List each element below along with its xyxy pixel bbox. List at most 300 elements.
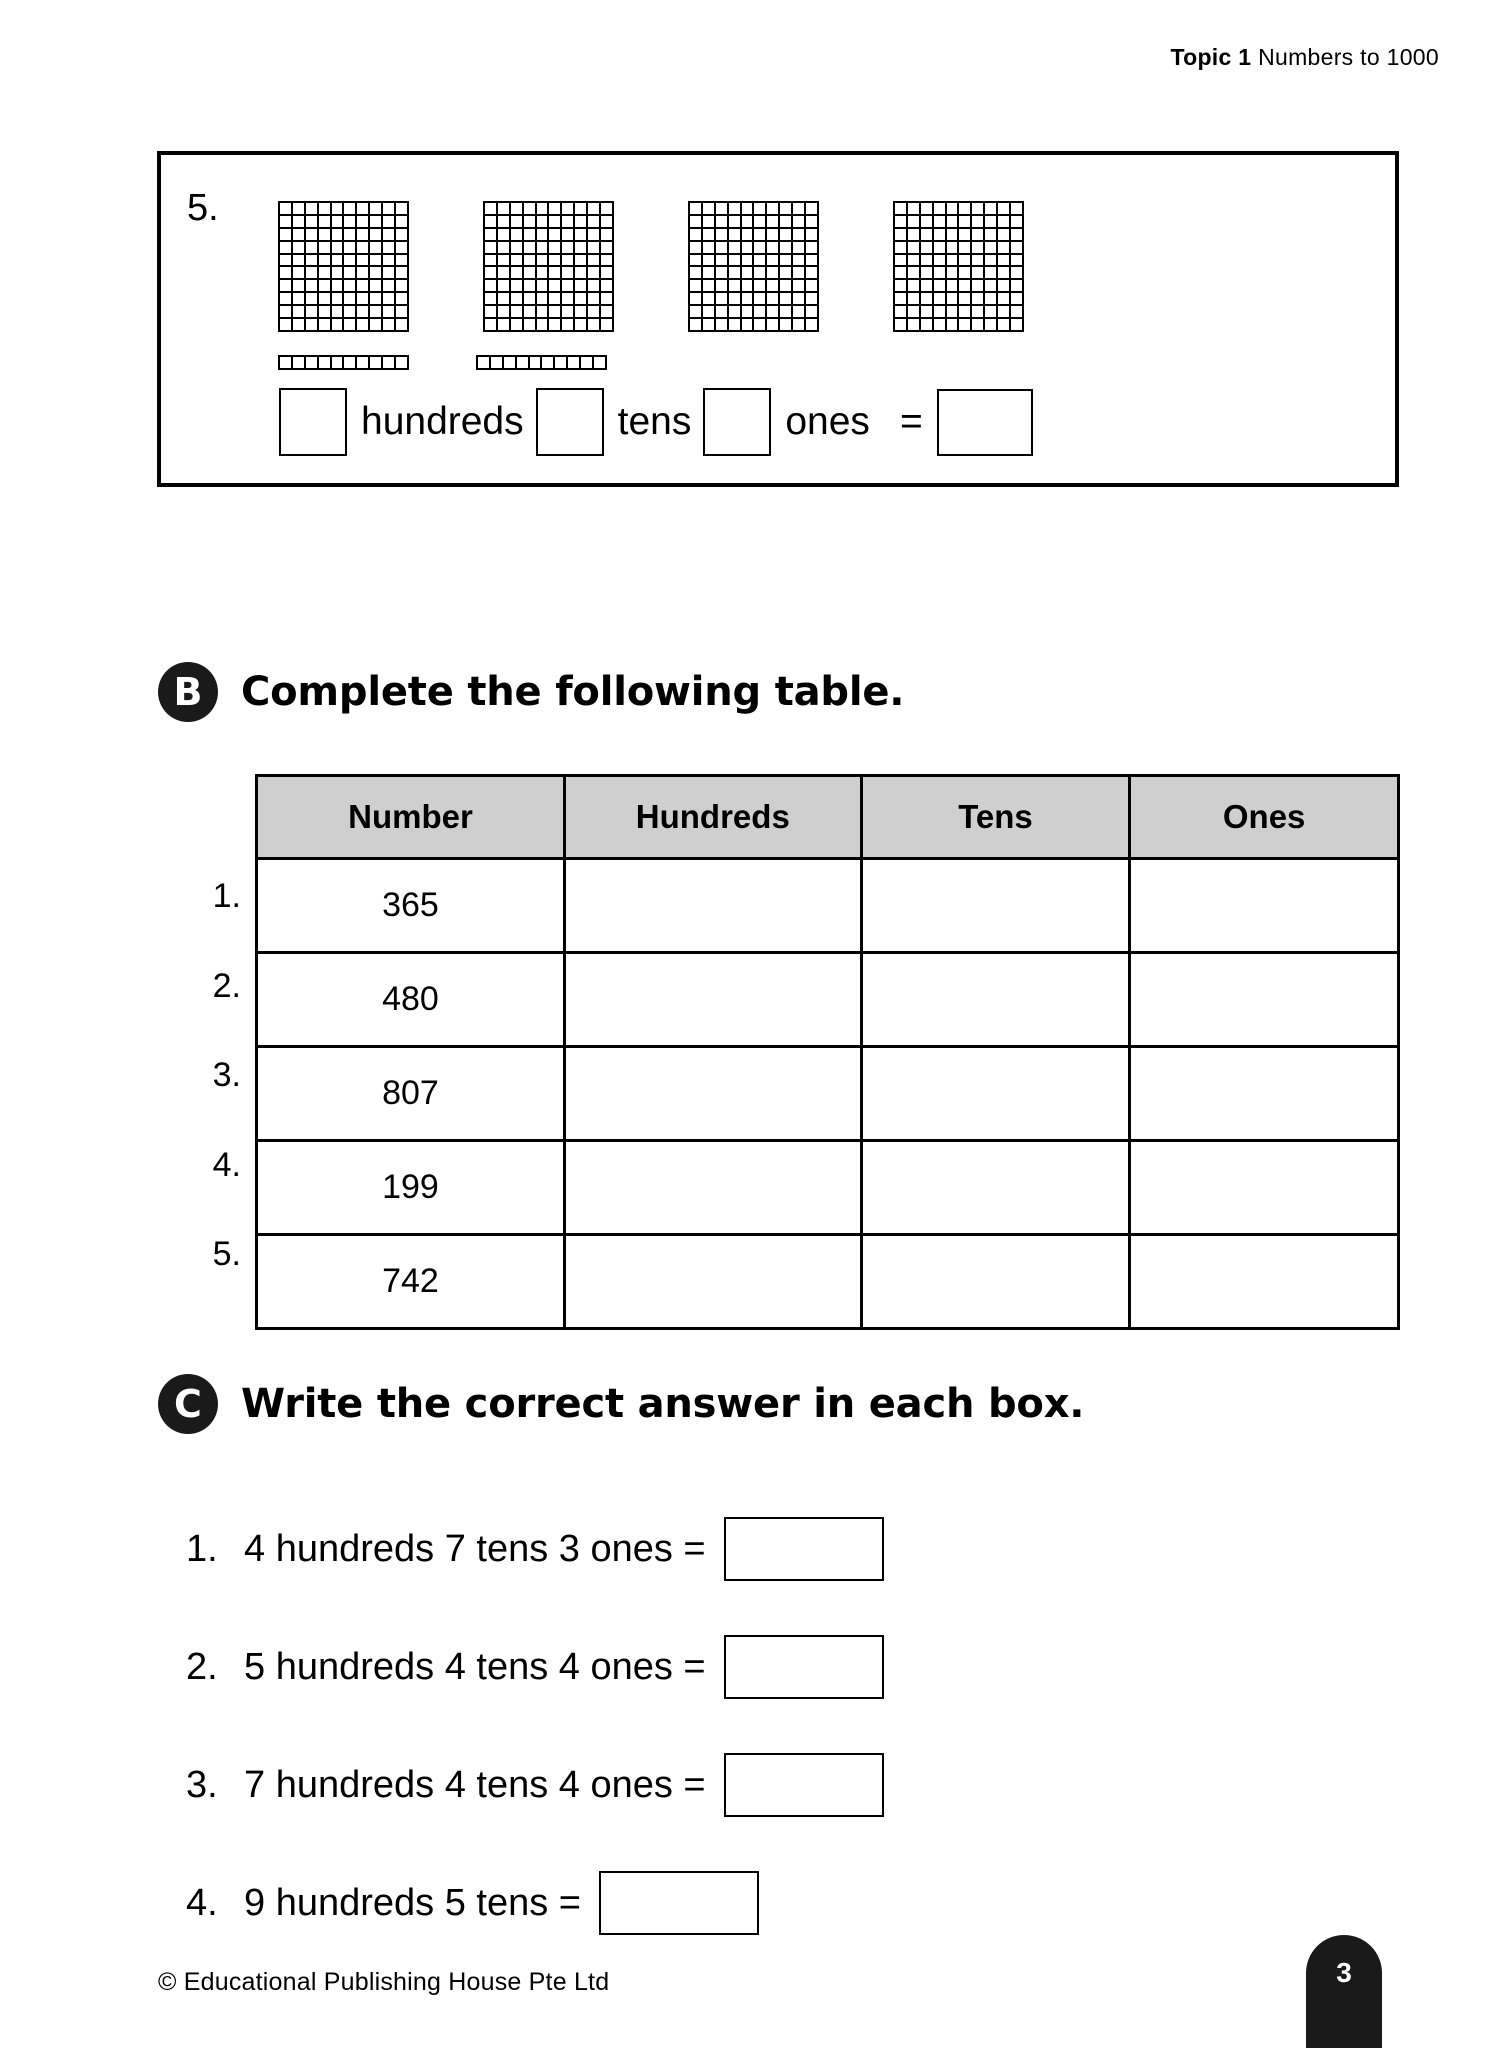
flat-cell	[703, 255, 716, 268]
flat-cell	[703, 293, 716, 306]
flat-cell	[908, 293, 921, 306]
flat-cell	[485, 242, 498, 255]
rod-cell	[344, 357, 357, 370]
flat-cell	[793, 306, 806, 319]
flat-cell	[729, 216, 742, 229]
flat-cell	[344, 319, 357, 332]
flat-cell	[921, 229, 934, 242]
flat-cell	[498, 242, 511, 255]
flat-cell	[934, 242, 947, 255]
flat-cell	[332, 319, 345, 332]
flat-cell	[396, 267, 409, 280]
flat-cell	[601, 319, 614, 332]
flat-cell	[754, 216, 767, 229]
flat-cell	[485, 229, 498, 242]
flat-cell	[537, 216, 550, 229]
flat-cell	[998, 306, 1011, 319]
flat-cell	[806, 293, 819, 306]
flat-cell	[306, 216, 319, 229]
flat-cell	[293, 203, 306, 216]
flat-cell	[780, 267, 793, 280]
flat-cell	[1011, 280, 1024, 293]
question-item	[186, 1608, 1286, 1726]
flat-cell	[1011, 293, 1024, 306]
flat-cell	[1011, 242, 1024, 255]
flat-cell	[959, 306, 972, 319]
flat-cell	[537, 293, 550, 306]
flat-cell	[959, 319, 972, 332]
flat-cell	[806, 216, 819, 229]
flat-cell	[959, 280, 972, 293]
flat-cell	[549, 255, 562, 268]
flat-cell	[344, 242, 357, 255]
flat-cell	[280, 306, 293, 319]
flat-cell	[485, 255, 498, 268]
flat-cell	[511, 255, 524, 268]
answer-box[interactable]	[599, 1871, 759, 1935]
flat-cell	[524, 306, 537, 319]
row-index: 4.	[212, 1145, 241, 1184]
flat-cell	[383, 280, 396, 293]
ones-input-box[interactable]	[703, 388, 771, 456]
flat-cell	[549, 267, 562, 280]
flat-cell	[780, 203, 793, 216]
flat-cell	[562, 242, 575, 255]
flat-cell	[985, 229, 998, 242]
cell-hundreds-input[interactable]	[564, 1047, 861, 1141]
cell-ones-input[interactable]	[1130, 1047, 1399, 1141]
flat-cell	[588, 319, 601, 332]
flat-cell	[1011, 306, 1024, 319]
flat-cell	[485, 293, 498, 306]
column-header-tens: Tens	[861, 776, 1130, 859]
flat-cell	[908, 242, 921, 255]
page-header	[1170, 44, 1439, 71]
rod-cell	[357, 357, 370, 370]
flat-cell	[895, 242, 908, 255]
flat-cell	[972, 267, 985, 280]
flat-cell	[934, 306, 947, 319]
flat-cell	[332, 242, 345, 255]
question-5-index: 5.	[187, 187, 219, 229]
flat-cell	[972, 306, 985, 319]
cell-tens-input[interactable]	[861, 859, 1130, 953]
flat-cell	[280, 319, 293, 332]
flat-cell	[370, 280, 383, 293]
flat-cell	[742, 203, 755, 216]
flat-cell	[280, 242, 293, 255]
flat-cell	[703, 267, 716, 280]
flat-cell	[319, 203, 332, 216]
column-header-number: Number	[257, 776, 565, 859]
flat-cell	[959, 267, 972, 280]
hundreds-flat	[688, 201, 819, 332]
flat-cell	[908, 280, 921, 293]
flat-cell	[383, 203, 396, 216]
flat-cell	[947, 280, 960, 293]
flat-cell	[716, 306, 729, 319]
flat-cell	[1011, 267, 1024, 280]
flat-cell	[370, 267, 383, 280]
flat-cell	[485, 203, 498, 216]
flat-cell	[575, 293, 588, 306]
flat-cell	[767, 242, 780, 255]
flat-cell	[293, 293, 306, 306]
flat-cell	[985, 242, 998, 255]
flat-cell	[729, 242, 742, 255]
cell-number: 742	[257, 1235, 565, 1329]
topic-title: Numbers to 1000	[1258, 44, 1439, 70]
flat-cell	[601, 306, 614, 319]
flat-cell	[293, 319, 306, 332]
flat-cell	[524, 229, 537, 242]
flat-cell	[319, 255, 332, 268]
flat-cell	[921, 216, 934, 229]
flat-cell	[319, 319, 332, 332]
cell-ones-input[interactable]	[1130, 953, 1399, 1047]
row-index: 5.	[212, 1235, 241, 1274]
flat-cell	[562, 306, 575, 319]
flat-cell	[947, 242, 960, 255]
flat-cell	[947, 306, 960, 319]
flat-cell	[575, 203, 588, 216]
flat-cell	[383, 216, 396, 229]
flat-cell	[485, 267, 498, 280]
flat-cell	[921, 242, 934, 255]
cell-tens-input[interactable]	[861, 1235, 1130, 1329]
flat-cell	[703, 216, 716, 229]
answer-box[interactable]	[724, 1635, 884, 1699]
flat-cell	[575, 242, 588, 255]
flat-cell	[549, 306, 562, 319]
flat-cell	[716, 242, 729, 255]
flat-cell	[357, 203, 370, 216]
flat-cell	[780, 255, 793, 268]
total-answer-box[interactable]	[937, 389, 1033, 456]
cell-ones-input[interactable]	[1130, 1141, 1399, 1235]
flat-cell	[549, 242, 562, 255]
flat-cell	[562, 229, 575, 242]
flat-cell	[549, 280, 562, 293]
flat-cell	[332, 280, 345, 293]
rod-cell	[504, 357, 517, 370]
hundreds-input-box[interactable]	[279, 388, 347, 456]
flat-cell	[729, 267, 742, 280]
flat-cell	[601, 203, 614, 216]
flat-cell	[332, 255, 345, 268]
flat-cell	[806, 203, 819, 216]
flat-cell	[972, 229, 985, 242]
flat-cell	[754, 203, 767, 216]
flat-cell	[754, 267, 767, 280]
question-index: 2.	[186, 1645, 218, 1688]
flat-cell	[742, 293, 755, 306]
tens-input-box[interactable]	[536, 388, 604, 456]
flat-cell	[908, 319, 921, 332]
flat-cell	[806, 267, 819, 280]
flat-cell	[280, 280, 293, 293]
question-index: 3.	[186, 1763, 218, 1806]
flat-cell	[575, 267, 588, 280]
flat-cell	[601, 255, 614, 268]
rod-cell	[396, 357, 409, 370]
place-value-table-wrapper	[255, 774, 1400, 1330]
flat-cell	[344, 216, 357, 229]
flat-cell	[921, 319, 934, 332]
flat-cell	[793, 229, 806, 242]
flat-cell	[780, 216, 793, 229]
question-text: 7 hundreds 4 tens 4 ones =	[244, 1763, 706, 1806]
flat-cell	[908, 306, 921, 319]
flat-cell	[780, 319, 793, 332]
flat-cell	[293, 216, 306, 229]
flat-cell	[549, 203, 562, 216]
question-item	[186, 1726, 1286, 1844]
flat-cell	[588, 255, 601, 268]
cell-hundreds-input[interactable]	[564, 1141, 861, 1235]
flat-cell	[498, 306, 511, 319]
flat-cell	[370, 293, 383, 306]
flat-cell	[1011, 229, 1024, 242]
flat-cell	[396, 203, 409, 216]
flat-cell	[396, 280, 409, 293]
flat-cell	[947, 216, 960, 229]
flat-cell	[742, 216, 755, 229]
flat-cell	[549, 319, 562, 332]
flat-cell	[357, 216, 370, 229]
flat-cell	[549, 293, 562, 306]
flat-cell	[729, 293, 742, 306]
rod-cell	[517, 357, 530, 370]
flat-cell	[537, 319, 550, 332]
flat-cell	[511, 319, 524, 332]
flat-cell	[716, 229, 729, 242]
flat-cell	[319, 229, 332, 242]
flat-cell	[1011, 203, 1024, 216]
flat-cell	[280, 203, 293, 216]
cell-hundreds-input[interactable]	[564, 1235, 861, 1329]
flat-cell	[972, 242, 985, 255]
flat-cell	[498, 267, 511, 280]
flat-cell	[293, 280, 306, 293]
flat-cell	[357, 319, 370, 332]
rod-cell	[530, 357, 543, 370]
flat-cell	[921, 293, 934, 306]
flat-cell	[690, 255, 703, 268]
flat-cell	[370, 255, 383, 268]
flat-cell	[716, 293, 729, 306]
tens-rods-row	[278, 355, 607, 370]
row-index: 1.	[212, 877, 241, 916]
flat-cell	[895, 293, 908, 306]
flat-cell	[947, 267, 960, 280]
flat-cell	[793, 267, 806, 280]
tens-rod	[476, 355, 607, 370]
flat-cell	[562, 267, 575, 280]
rod-cell	[555, 357, 568, 370]
flat-cell	[549, 216, 562, 229]
rod-cell	[293, 357, 306, 370]
rod-cell	[491, 357, 504, 370]
flat-cell	[383, 267, 396, 280]
flat-cell	[562, 293, 575, 306]
flat-cell	[293, 306, 306, 319]
flat-cell	[998, 229, 1011, 242]
flat-cell	[332, 229, 345, 242]
hundreds-flat	[483, 201, 614, 332]
flat-cell	[972, 255, 985, 268]
flat-cell	[562, 319, 575, 332]
cell-number: 807	[257, 1047, 565, 1141]
flat-cell	[972, 319, 985, 332]
flat-cell	[396, 255, 409, 268]
question-item	[186, 1844, 1286, 1962]
answer-box[interactable]	[724, 1517, 884, 1581]
flat-cell	[998, 267, 1011, 280]
flat-cell	[754, 255, 767, 268]
flat-cell	[690, 319, 703, 332]
flat-cell	[524, 203, 537, 216]
flat-cell	[934, 293, 947, 306]
flat-cell	[742, 319, 755, 332]
flat-cell	[998, 319, 1011, 332]
flat-cell	[703, 280, 716, 293]
flat-cell	[998, 242, 1011, 255]
flat-cell	[357, 255, 370, 268]
flat-cell	[934, 255, 947, 268]
flat-cell	[357, 306, 370, 319]
cell-tens-input[interactable]	[861, 953, 1130, 1047]
flat-cell	[703, 242, 716, 255]
flat-cell	[498, 280, 511, 293]
flat-cell	[537, 229, 550, 242]
flat-cell	[729, 280, 742, 293]
flat-cell	[344, 203, 357, 216]
flat-cell	[947, 293, 960, 306]
flat-cell	[306, 255, 319, 268]
flat-cell	[754, 280, 767, 293]
flat-cell	[588, 293, 601, 306]
flat-cell	[601, 229, 614, 242]
flat-cell	[485, 216, 498, 229]
flat-cell	[690, 306, 703, 319]
flat-cell	[754, 242, 767, 255]
flat-cell	[921, 306, 934, 319]
flat-cell	[742, 280, 755, 293]
flat-cell	[934, 229, 947, 242]
cell-hundreds-input[interactable]	[564, 859, 861, 953]
flat-cell	[959, 293, 972, 306]
table-header-row	[257, 776, 1399, 859]
cell-tens-input[interactable]	[861, 1047, 1130, 1141]
flat-cell	[524, 280, 537, 293]
flat-cell	[511, 280, 524, 293]
cell-ones-input[interactable]	[1130, 859, 1399, 953]
flat-cell	[690, 203, 703, 216]
hundreds-flat	[278, 201, 409, 332]
flat-cell	[537, 306, 550, 319]
flat-cell	[588, 229, 601, 242]
flat-cell	[383, 229, 396, 242]
flat-cell	[703, 306, 716, 319]
flat-cell	[511, 203, 524, 216]
question-text: 9 hundreds 5 tens =	[244, 1881, 581, 1924]
section-c-badge: C	[158, 1374, 218, 1434]
flat-cell	[280, 293, 293, 306]
cell-hundreds-input[interactable]	[564, 953, 861, 1047]
flat-cell	[575, 319, 588, 332]
flat-cell	[754, 306, 767, 319]
flat-cell	[690, 267, 703, 280]
flat-cell	[575, 216, 588, 229]
flat-cell	[934, 203, 947, 216]
flat-cell	[332, 293, 345, 306]
flat-cell	[575, 280, 588, 293]
flat-cell	[332, 203, 345, 216]
flat-cell	[319, 242, 332, 255]
page-number: 3	[1336, 1957, 1352, 1988]
flat-cell	[806, 229, 819, 242]
flat-cell	[306, 306, 319, 319]
flat-cell	[729, 306, 742, 319]
flat-cell	[972, 280, 985, 293]
question-5-panel	[157, 151, 1399, 487]
flat-cell	[511, 293, 524, 306]
rod-cell	[478, 357, 491, 370]
cell-tens-input[interactable]	[861, 1141, 1130, 1235]
flat-cell	[921, 255, 934, 268]
flat-cell	[370, 306, 383, 319]
flat-cell	[959, 242, 972, 255]
flat-cell	[575, 229, 588, 242]
answer-box[interactable]	[724, 1753, 884, 1817]
page-number-tab	[1306, 1935, 1382, 2048]
flat-cell	[793, 293, 806, 306]
flat-cell	[588, 242, 601, 255]
flat-cell	[383, 293, 396, 306]
flat-cell	[985, 280, 998, 293]
flat-cell	[767, 306, 780, 319]
flat-cell	[280, 255, 293, 268]
flat-cell	[357, 229, 370, 242]
flat-cell	[588, 267, 601, 280]
flat-cell	[537, 280, 550, 293]
flat-cell	[703, 203, 716, 216]
flat-cell	[895, 229, 908, 242]
hundreds-flat	[893, 201, 1024, 332]
flat-cell	[396, 293, 409, 306]
flat-cell	[293, 255, 306, 268]
flat-cell	[934, 216, 947, 229]
flat-cell	[729, 319, 742, 332]
cell-number: 199	[257, 1141, 565, 1235]
flat-cell	[562, 216, 575, 229]
cell-ones-input[interactable]	[1130, 1235, 1399, 1329]
flat-cell	[934, 319, 947, 332]
flat-cell	[396, 242, 409, 255]
flat-cell	[396, 229, 409, 242]
flat-cell	[780, 229, 793, 242]
flat-cell	[716, 216, 729, 229]
cell-number: 365	[257, 859, 565, 953]
flat-cell	[370, 216, 383, 229]
flat-cell	[793, 242, 806, 255]
flat-cell	[396, 306, 409, 319]
flat-cell	[562, 203, 575, 216]
flat-cell	[383, 319, 396, 332]
question-item	[186, 1490, 1286, 1608]
rod-cell	[581, 357, 594, 370]
